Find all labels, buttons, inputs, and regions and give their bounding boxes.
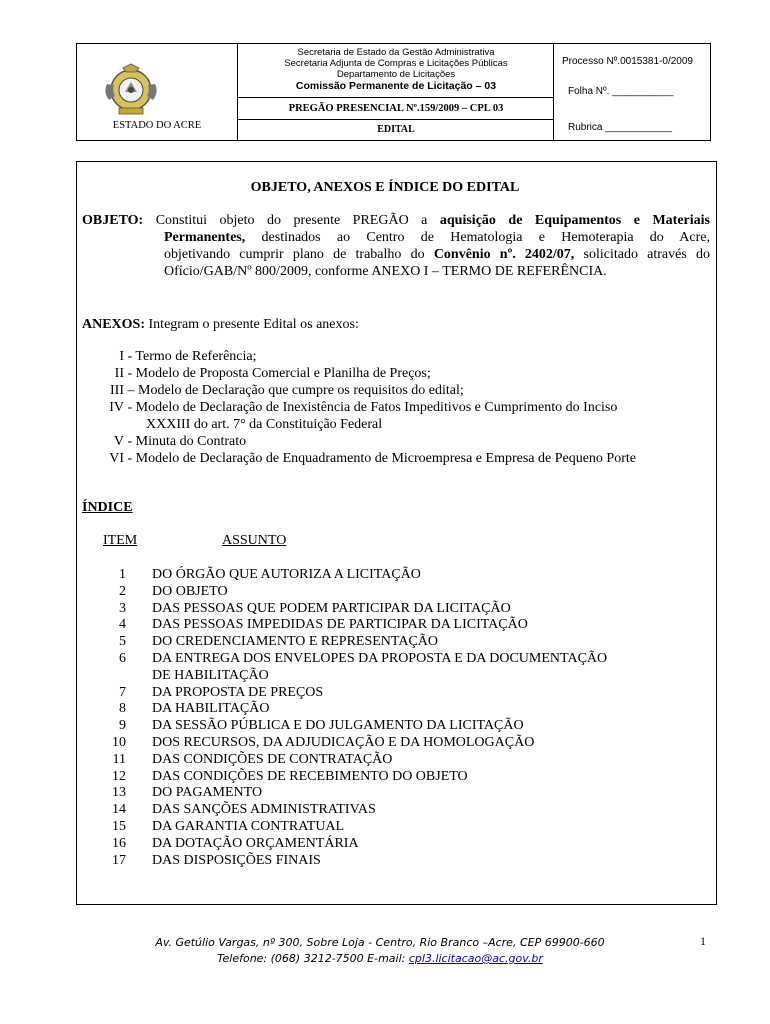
- anexo-item: [100, 399, 617, 416]
- indice-item-number: 1: [119, 567, 126, 582]
- indice-row: [100, 700, 270, 717]
- indice-item-number: 14: [112, 802, 126, 818]
- indice-item-subject: DA SESSÃO PÚBLICA E DO JULGAMENTO DA LICITAÇÃO: [152, 718, 524, 734]
- indice-item-number: 16: [112, 835, 126, 851]
- indice-item-subject: DA DOTAÇÃO ORÇAMENTÁRIA: [152, 835, 359, 851]
- indice-item-number: 6: [119, 651, 126, 666]
- indice-item-number: 10: [112, 735, 126, 750]
- anexo-text: Modelo de Declaração que cumpre os requisitos do edital;: [138, 383, 464, 398]
- anexo-numeral: IV: [109, 400, 124, 415]
- indice-item-subject: DA PROPOSTA DE PREÇOS: [152, 684, 324, 700]
- objeto-text-4: solicitado através do: [574, 247, 710, 262]
- footer-contact: [0, 952, 770, 965]
- indice-item-subject: DAS CONDIÇÕES DE RECEBIMENTO DO OBJETO: [152, 768, 468, 784]
- indice-item-number: 8: [119, 701, 126, 717]
- footer-address: Av. Getúlio Vargas, nº 300, Sobre Loja - Centro, Rio Branco –Acre, CEP 69900-660: [155, 936, 605, 949]
- anexo-separator: -: [124, 434, 136, 449]
- header-pregao: PREGÃO PRESENCIAL Nº.159/2009 – CPL 03: [288, 103, 504, 114]
- objeto-label: OBJETO:: [82, 213, 144, 228]
- folha-field: Folha Nº. ___________: [568, 86, 674, 97]
- indice-row: [100, 751, 393, 768]
- anexos-intro-text: Integram o presente Edital os anexos:: [145, 317, 359, 332]
- header-departamento: Departamento de Licitações: [336, 69, 456, 80]
- indice-item-subject: DAS DISPOSIÇÕES FINAIS: [152, 852, 321, 868]
- header-edital: EDITAL: [377, 124, 415, 135]
- indice-item-subject: DA HABILITAÇÃO: [152, 701, 270, 717]
- indice-item-subject: DAS PESSOAS QUE PODEM PARTICIPAR DA LICITAÇÃO: [152, 600, 511, 616]
- indice-row: [100, 600, 511, 617]
- indice-row: [100, 852, 321, 869]
- anexos-intro: [82, 316, 359, 333]
- indice-item-number: 15: [112, 819, 126, 834]
- anexo-separator: –: [124, 383, 138, 398]
- indice-col-assunto: ASSUNTO: [222, 533, 287, 548]
- indice-col-item: ITEM: [103, 533, 138, 548]
- indice-row: [100, 734, 535, 751]
- anexo-numeral: I: [119, 349, 124, 364]
- anexo-text: Modelo de Declaração de Inexistência de Fatos Impeditivos e Cumprimento do Inciso: [135, 400, 618, 415]
- anexo-text: Termo de Referência;: [135, 349, 257, 364]
- anexo-text: Modelo de Declaração de Enquadramento de Microempresa e Empresa de Pequeno Porte: [135, 451, 636, 466]
- anexo-item: [100, 450, 636, 467]
- anexo-item: [100, 365, 431, 382]
- header-logo-cell: [77, 44, 238, 140]
- page-title: OBJETO, ANEXOS E ÍNDICE DO EDITAL: [250, 180, 520, 195]
- processo-number: Processo Nº.0015381-0/2009: [562, 56, 693, 67]
- indice-item-number: 2: [119, 583, 126, 599]
- indice-row: [100, 650, 608, 667]
- header-process-cell: [553, 44, 710, 140]
- objeto-text-2: destinados ao Centro de Hematologia e Hemoterapia do Acre,: [245, 230, 710, 245]
- indice-item-number: 11: [112, 751, 126, 767]
- indice-item-number: 5: [119, 634, 126, 650]
- anexo-item: [100, 433, 246, 450]
- indice-row: [100, 818, 345, 835]
- anexo-separator: -: [124, 400, 136, 415]
- indice-item-number: 13: [112, 785, 126, 801]
- anexo-numeral: VI: [109, 451, 124, 466]
- header-comissao: Comissão Permanente de Licitação – 03: [295, 80, 497, 92]
- indice-item-number: 17: [112, 852, 126, 868]
- anexo-separator: -: [124, 366, 136, 381]
- indice-row: [100, 684, 324, 701]
- indice-item-subject: DAS CONDIÇÕES DE CONTRATAÇÃO: [152, 751, 393, 767]
- objeto-text-1: Constitui objeto do presente PREGÃO a: [143, 213, 440, 228]
- footer-email-link[interactable]: cpl3.licitacao@ac.gov.br: [408, 952, 543, 965]
- indice-row: [100, 667, 269, 684]
- anexo-separator: -: [124, 451, 136, 466]
- indice-item-subject: DO CREDENCIAMENTO E REPRESENTAÇÃO: [152, 634, 439, 650]
- indice-item-subject: DA GARANTIA CONTRATUAL: [152, 819, 345, 834]
- anexo-item: [146, 416, 382, 433]
- objeto-text-5: Ofício/GAB/Nº 800/2009, conforme ANEXO I – TERMO DE REFERÊNCIA.: [164, 264, 607, 279]
- indice-item-number: 3: [119, 600, 126, 616]
- anexos-label: ANEXOS:: [82, 317, 146, 332]
- header-divider-2: [238, 119, 554, 120]
- anexo-separator: -: [124, 349, 136, 364]
- rubrica-field: Rubrica ____________: [568, 122, 672, 133]
- indice-row: [100, 717, 524, 734]
- indice-item-subject: DA ENTREGA DOS ENVELOPES DA PROPOSTA E DA DOCUMENTAÇÃO: [152, 651, 608, 666]
- anexo-numeral: III: [110, 383, 124, 398]
- objeto-bold-2: Permanentes,: [164, 230, 246, 245]
- document-header: [76, 43, 711, 141]
- indice-row: [100, 583, 228, 600]
- header-secretaria: Secretaria de Estado da Gestão Administrativa: [297, 47, 495, 58]
- indice-item-number: 12: [112, 768, 126, 784]
- indice-row: [100, 801, 376, 818]
- indice-item-subject: DAS SANÇÕES ADMINISTRATIVAS: [152, 802, 376, 818]
- header-divider: [238, 97, 554, 98]
- header-center-cell: [238, 44, 554, 140]
- indice-row: [100, 784, 263, 801]
- anexo-text: Minuta do Contrato: [135, 434, 247, 449]
- anexo-text: XXXIII do art. 7° da Constituição Federal: [146, 417, 383, 432]
- indice-item-subject: DO OBJETO: [152, 583, 228, 599]
- indice-row: [100, 616, 528, 633]
- acre-coat-of-arms-icon: [101, 62, 161, 120]
- indice-item-number: 9: [119, 718, 126, 734]
- indice-item-subject: DE HABILITAÇÃO: [152, 667, 269, 683]
- indice-row: [100, 768, 468, 785]
- objeto-text-3: objetivando cumprir plano de trabalho do: [164, 247, 434, 262]
- anexo-item: [100, 382, 464, 399]
- indice-row: [100, 566, 421, 583]
- indice-row: [100, 835, 359, 852]
- objeto-convenio: Convênio nº. 2402/07,: [433, 247, 575, 262]
- anexo-item: [100, 348, 257, 365]
- anexo-numeral: V: [113, 434, 124, 449]
- indice-item-subject: DOS RECURSOS, DA ADJUDICAÇÃO E DA HOMOLOGAÇÃO: [152, 735, 535, 750]
- anexo-numeral: II: [114, 366, 124, 381]
- estado-label: ESTADO DO ACRE: [112, 120, 202, 131]
- indice-item-number: 4: [119, 617, 126, 633]
- indice-item-subject: DAS PESSOAS IMPEDIDAS DE PARTICIPAR DA LICITAÇÃO: [152, 617, 528, 633]
- indice-item-subject: DO ÓRGÃO QUE AUTORIZA A LICITAÇÃO: [152, 567, 421, 582]
- anexo-text: Modelo de Proposta Comercial e Planilha de Preços;: [135, 366, 431, 381]
- page-number: 1: [700, 934, 706, 948]
- objeto-paragraph: [82, 212, 710, 280]
- indice-item-number: 7: [119, 684, 126, 700]
- indice-item-subject: DO PAGAMENTO: [152, 785, 263, 801]
- objeto-bold-1: aquisição de Equipamentos e Materiais: [439, 213, 710, 228]
- indice-row: [100, 633, 439, 650]
- header-secretaria-adjunta: Secretaria Adjunta de Compras e Licitações Públicas: [284, 58, 508, 69]
- footer-phone: Telefone: (068) 3212-7500 E-mail:: [217, 952, 409, 965]
- indice-heading: ÍNDICE: [82, 500, 133, 515]
